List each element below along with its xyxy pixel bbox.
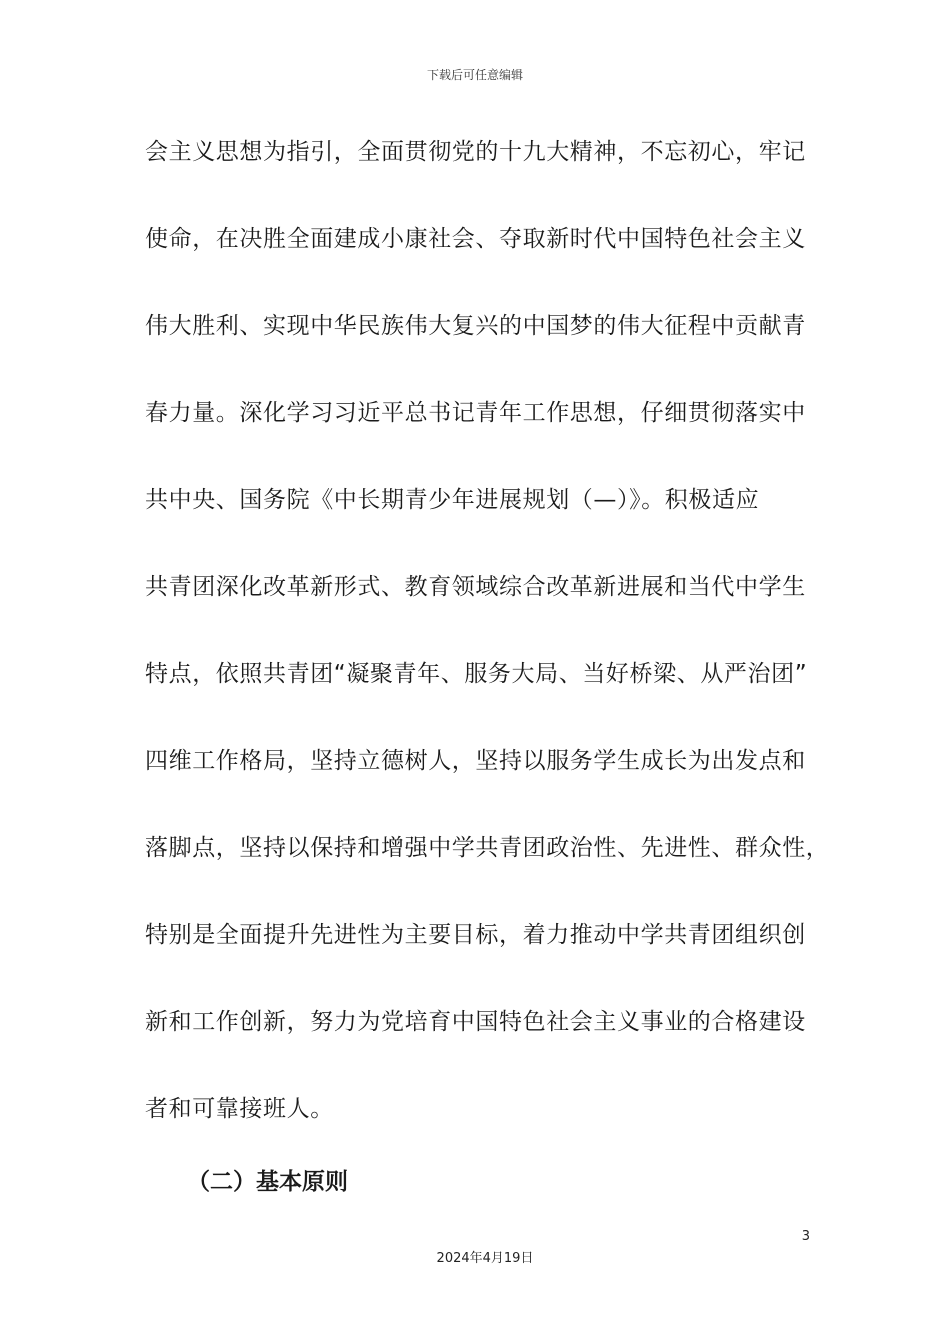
paragraph-line: 四维工作格局，坚持立德树人，坚持以服务学生成长为出发点和: [145, 748, 806, 774]
paragraph-line: 伟大胜利、实现中华民族伟大复兴的中国梦的伟大征程中贡献青: [145, 313, 806, 339]
section-heading: （二）基本原则: [187, 1169, 348, 1195]
paragraph-line: 共中央、国务院《中长期青少年进展规划（—）》。积极适应: [145, 487, 760, 513]
paragraph-line: 会主义思想为指引，全面贯彻党的十九大精神，不忘初心，牢记: [145, 139, 806, 165]
page-number: 3: [801, 1229, 810, 1244]
paragraph-line: 特点，依照共青团“凝聚青年、服务大局、当好桥梁、从严治团”: [145, 661, 808, 687]
paragraph-line: 落脚点，坚持以保持和增强中学共青团政治性、先进性、群众性，: [145, 835, 830, 861]
paragraph-line: 特别是全面提升先进性为主要目标，着力推动中学共青团组织创: [145, 922, 806, 948]
paragraph-line: 春力量。深化学习习近平总书记青年工作思想，仔细贯彻落实中: [145, 400, 806, 426]
footer-date: 2024年4月19日: [436, 1251, 534, 1266]
paragraph-line: 共青团深化改革新形式、教育领域综合改革新进展和当代中学生: [145, 574, 806, 600]
paragraph-line: 新和工作创新，努力为党培育中国特色社会主义事业的合格建设: [145, 1009, 806, 1035]
paragraph-line: 者和可靠接班人。: [145, 1096, 334, 1122]
header-note: 下载后可任意编辑: [426, 68, 523, 82]
paragraph-line: 使命，在决胜全面建成小康社会、夺取新时代中国特色社会主义: [145, 226, 806, 252]
body-paragraph: [145, 128, 830, 1172]
